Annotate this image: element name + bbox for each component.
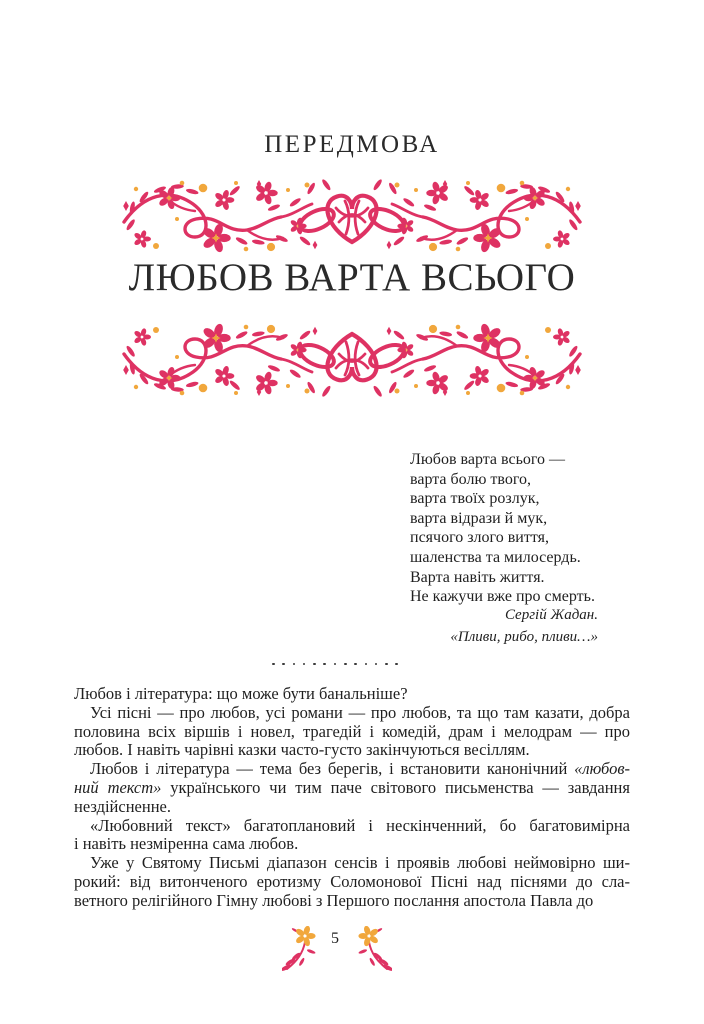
separator-dot xyxy=(313,663,316,666)
separator-dot xyxy=(354,663,357,666)
body-line xyxy=(74,741,630,760)
poem-line: псячого злого виття, xyxy=(410,529,549,547)
poem-line: варта твоїх розлук, xyxy=(410,490,540,508)
poem-line: варта болю твого, xyxy=(410,470,531,488)
flower-sprig-icon xyxy=(282,926,318,976)
section-separator xyxy=(272,661,398,667)
floral-garland-heart-knot-icon xyxy=(119,317,585,399)
text-segment: українського чи тим паче світового письменства — завдання xyxy=(161,777,630,797)
page-number: 5 xyxy=(331,930,339,947)
floral-garland-heart-knot-icon xyxy=(119,177,585,259)
text-segment: половина всіх віршів і новел, трагедій і комедій, драм і мелодрам — про xyxy=(74,721,630,741)
separator-dot xyxy=(282,663,285,666)
body-line xyxy=(74,798,630,817)
separator-dot xyxy=(272,663,275,666)
poem-line: Любов варта всього — xyxy=(410,451,566,468)
body-text xyxy=(74,685,630,911)
text-segment: «любов- xyxy=(574,759,630,779)
body-line xyxy=(74,892,630,911)
separator-dot xyxy=(385,663,388,666)
separator-dot xyxy=(344,663,347,666)
text-segment: Любов і література: що може бути банальніше? xyxy=(74,684,408,703)
chapter-title: ЛЮБОВ ВАРТА ВСЬОГО xyxy=(128,256,576,299)
paragraph xyxy=(74,685,630,704)
separator-dot xyxy=(375,663,378,666)
attribution-line: Сергій Жадан. xyxy=(504,607,598,623)
body-line xyxy=(74,817,630,836)
footer-flower-left xyxy=(282,926,318,976)
footer-flower-right xyxy=(356,926,392,976)
epigraph-poem xyxy=(410,450,595,607)
body-line xyxy=(74,779,630,798)
text-segment: Усі пісні — про любов, усі романи — про любов, та що там казати, добра xyxy=(90,702,630,722)
body-line xyxy=(74,873,630,892)
separator-dot xyxy=(293,663,296,666)
text-segment: любов. І навіть чарівні казки часто-густо закінчуються весіллям. xyxy=(74,740,530,760)
body-line xyxy=(74,704,630,723)
poem-line: Не кажучи вже про смерть. xyxy=(410,588,595,606)
text-segment: нездійсненне. xyxy=(74,796,171,816)
text-segment: ветного релігійного Гімну любові з Першого послання апостола Павла до xyxy=(74,890,594,910)
separator-dot xyxy=(323,663,326,666)
text-segment: «Любовний текст» багатоплановий і нескінченний, бо багатовимірна xyxy=(90,815,630,835)
separator-dot xyxy=(365,663,368,666)
epigraph-attribution xyxy=(410,604,598,648)
poem-line: варта відрази й мук, xyxy=(410,509,548,527)
flower-sprig-icon xyxy=(356,926,392,976)
body-line xyxy=(74,723,630,742)
separator-dot xyxy=(395,663,398,666)
chapter-kicker: ПЕРЕДМОВА xyxy=(264,131,440,158)
floral-ornament-top xyxy=(119,177,585,259)
separator-dot xyxy=(303,663,306,666)
paragraph xyxy=(74,760,630,816)
paragraph xyxy=(74,817,630,855)
separator-dot xyxy=(334,663,337,666)
paragraph xyxy=(74,704,630,760)
text-segment: Любов і література — тема без берегів, і встановити канонічний xyxy=(90,759,575,779)
body-line xyxy=(74,835,630,854)
text-segment: і навіть незміренна сама любов. xyxy=(74,834,299,854)
text-segment: Уже у Святому Письмі діапазон сенсів і проявів любові неймовірно ши- xyxy=(90,853,630,873)
poem-line: Варта навіть життя. xyxy=(410,568,545,586)
body-line xyxy=(74,760,630,779)
text-segment: рокий: від витонченого еротизму Соломонової Пісні над піснями до сла- xyxy=(74,871,630,891)
poem-line: шаленства та милосердь. xyxy=(410,548,581,566)
body-line xyxy=(74,854,630,873)
paragraph xyxy=(74,854,630,910)
text-segment: ний текст» xyxy=(74,777,162,797)
body-line xyxy=(74,685,630,704)
floral-ornament-bottom xyxy=(119,317,585,399)
attribution-line: «Пливи, рибо, пливи…» xyxy=(450,629,598,645)
